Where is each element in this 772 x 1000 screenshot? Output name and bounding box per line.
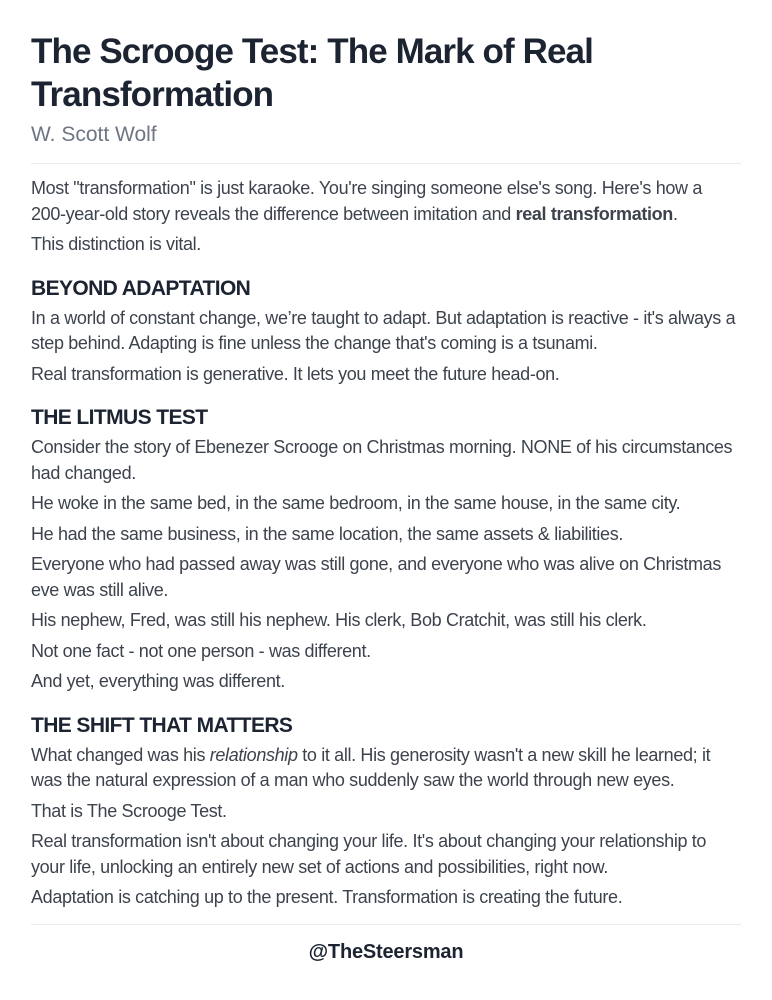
text-run: Real transformation isn't about changing your life. It's about changing your relationship to your life, unlocking an entirely new set of actions and possibilities, right now.: [31, 831, 707, 877]
page-title: The Scrooge Test: The Mark of Real Transformation: [31, 32, 593, 114]
text-run: Not one fact - not one person - was different.: [31, 640, 371, 661]
bold-text: real transformation: [515, 203, 673, 224]
text-run: He had the same business, in the same location, the same assets & liabilities.: [31, 523, 624, 544]
paragraph: [31, 306, 741, 357]
article-section: [31, 176, 741, 258]
text-run: His nephew, Fred, was still his nephew. His clerk, Bob Cratchit, was still his clerk.: [31, 610, 647, 630]
section-heading: THE SHIFT THAT MATTERS: [31, 713, 293, 737]
author-byline: W. Scott Wolf: [31, 123, 157, 146]
paragraph: [31, 552, 741, 603]
paragraph: [31, 885, 741, 911]
paragraph: [31, 232, 741, 258]
paragraph: [31, 669, 741, 695]
paragraph: [31, 522, 741, 548]
paragraph: [31, 799, 741, 825]
text-run: This distinction is vital.: [31, 234, 201, 254]
italic-text: relationship: [209, 744, 298, 765]
text-run: Consider the story of Ebenezer Scrooge on Christmas morning. NONE of his circumstances had changed.: [31, 437, 733, 483]
text-run: Most "transformation" is just karaoke. You're singing someone else's song. Here's how a 200-year-old story reveals the difference between imitation and: [31, 178, 702, 224]
text-run: .: [672, 203, 678, 224]
text-run: Adaptation is catching up to the present. Transformation is creating the future.: [31, 887, 623, 907]
article-section: [31, 713, 741, 911]
text-run: to it all. His generosity wasn't a new skill he learned; it was the natural expression of a man who suddenly saw the world through new eyes.: [31, 744, 711, 790]
article-body: [31, 176, 741, 911]
article-section: [31, 276, 741, 388]
text-run: He woke in the same bed, in the same bedroom, in the same house, in the same city.: [31, 493, 681, 513]
paragraph: [31, 743, 741, 794]
paragraph: [31, 639, 741, 665]
text-run: Real transformation is generative. It lets you meet the future head-on.: [31, 363, 560, 384]
text-run: And yet, everything was different.: [31, 671, 285, 691]
text-run: That is The Scrooge Test.: [31, 800, 227, 821]
paragraph: [31, 608, 741, 634]
section-heading: BEYOND ADAPTATION: [31, 276, 251, 300]
text-run: In a world of constant change, we’re taught to adapt. But adaptation is reactive - it's always a step behind. Adapting is fine unless the change that's coming is a tsunami.: [31, 307, 736, 353]
text-run: Everyone who had passed away was still gone, and everyone who was alive on Christmas eve was still alive.: [31, 554, 721, 600]
paragraph: [31, 435, 741, 486]
text-run: What changed was his: [31, 744, 210, 765]
header-divider: [31, 163, 741, 164]
paragraph: [31, 176, 741, 227]
section-heading: THE LITMUS TEST: [31, 406, 208, 429]
paragraph: [31, 491, 741, 517]
social-handle: @TheSteersman: [308, 940, 464, 963]
footer: [31, 925, 741, 995]
paragraph: [31, 362, 741, 388]
article-section: [31, 405, 741, 695]
paragraph: [31, 829, 741, 880]
